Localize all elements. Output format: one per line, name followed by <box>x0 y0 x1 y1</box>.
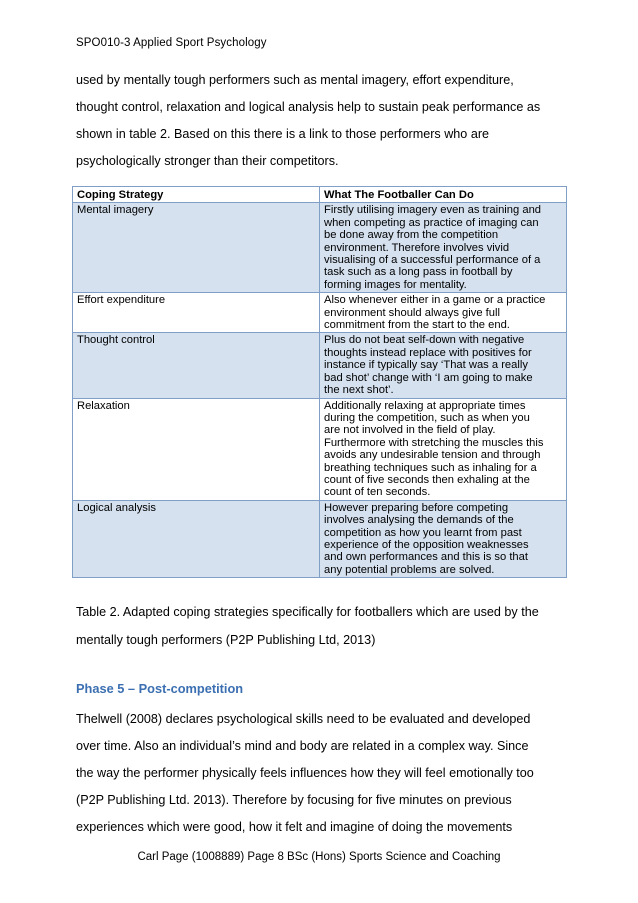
cell-line: and own performances and this is so that <box>324 551 528 564</box>
strategy-cell: Thought control <box>73 333 320 398</box>
cell-line: experience of the opposition weaknesses <box>324 538 529 551</box>
cell-line: Additionally relaxing at appropriate times <box>324 399 526 412</box>
page-header: SPO010-3 Applied Sport Psychology <box>76 37 267 49</box>
cell-line: Also whenever either in a game or a practice <box>324 294 546 307</box>
cell-line: during the competition, such as when you <box>324 411 530 424</box>
section-heading: Phase 5 – Post-competition <box>76 681 244 696</box>
table-row <box>73 500 567 577</box>
text-line: psychologically stronger than their competitors. <box>76 154 339 168</box>
cell-line: breathing techniques such as inhaling for a <box>324 461 537 474</box>
caption-line: Table 2. Adapted coping strategies specifically for footballers which are used by the <box>76 605 539 619</box>
text-line: experiences which were good, how it felt and imagine of doing the movements <box>76 820 513 834</box>
text-line: thought control, relaxation and logical analysis help to sustain peak performance as <box>76 100 541 114</box>
description-cell <box>320 333 567 398</box>
strategy-cell: Logical analysis <box>73 500 320 577</box>
table-row <box>73 203 567 293</box>
strategy-cell: Mental imagery <box>73 203 320 293</box>
table-row <box>73 398 567 500</box>
cell-line: are not involved in the field of play. <box>324 424 496 437</box>
description-cell <box>320 203 567 293</box>
table-row <box>73 293 567 333</box>
text-line: the way the performer physically feels influences how they will feel emotionally too <box>76 766 534 780</box>
cell-line: competition as how you learnt from past <box>324 526 522 539</box>
description-cell <box>320 398 567 500</box>
cell-line: be done away from the competition <box>324 229 499 242</box>
cell-line: thoughts instead replace with positives for <box>324 346 532 359</box>
cell-line: count of ten seconds. <box>324 486 431 499</box>
strategy-cell: Effort expenditure <box>73 293 320 333</box>
cell-line: commitment from the start to the end. <box>324 319 510 332</box>
table-caption <box>76 598 568 654</box>
cell-line: However preparing before competing <box>324 501 509 514</box>
cell-line: Firstly utilising imagery even as training and <box>324 204 542 217</box>
text-line: Thelwell (2008) declares psychological skills need to be evaluated and developed <box>76 712 531 726</box>
cell-line: forming images for mentality. <box>324 278 467 291</box>
cell-line: Furthermore with stretching the muscles this <box>324 436 544 449</box>
page-footer: Carl Page (1008889) Page 8 BSc (Hons) Sports Science and Coaching <box>137 851 501 863</box>
body-paragraph <box>76 706 568 841</box>
table-row <box>73 333 567 398</box>
cell-line: involves analysing the demands of the <box>324 514 514 527</box>
cell-line: count of five seconds then exhaling at the <box>324 473 530 486</box>
description-cell <box>320 293 567 333</box>
cell-line: visualising of a successful performance of a <box>324 254 541 267</box>
cell-line: bad shot’ change with ‘I am going to make <box>324 371 533 384</box>
cell-line: Plus do not beat self-down with negative <box>324 334 525 347</box>
text-line: over time. Also an individual’s mind and body are related in a complex way. Since <box>76 739 529 753</box>
table-header-row <box>73 187 567 203</box>
cell-line: task such as a long pass in football by <box>324 266 513 279</box>
intro-paragraph <box>76 67 568 175</box>
column-header-strategy: Coping Strategy <box>73 187 320 203</box>
cell-line: instance if typically say ‘That was a really <box>324 359 528 372</box>
cell-line: the next shot’. <box>324 384 394 397</box>
text-line: used by mentally tough performers such as mental imagery, effort expenditure, <box>76 73 514 87</box>
cell-line: environment should always give full <box>324 306 500 319</box>
cell-line: environment. Therefore involves vivid <box>324 241 510 254</box>
cell-line: when competing as practice of imaging can <box>324 216 539 229</box>
caption-line: mentally tough performers (P2P Publishing Ltd, 2013) <box>76 633 376 647</box>
cell-line: any potential problems are solved. <box>324 563 495 576</box>
strategy-cell: Relaxation <box>73 398 320 500</box>
column-header-footballer: What The Footballer Can Do <box>320 187 567 203</box>
description-cell <box>320 500 567 577</box>
cell-line: avoids any undesirable tension and through <box>324 449 541 462</box>
text-line: shown in table 2. Based on this there is a link to those performers who are <box>76 127 490 141</box>
coping-strategies-table <box>72 186 567 578</box>
text-line: (P2P Publishing Ltd. 2013). Therefore by focusing for five minutes on previous <box>76 793 512 807</box>
